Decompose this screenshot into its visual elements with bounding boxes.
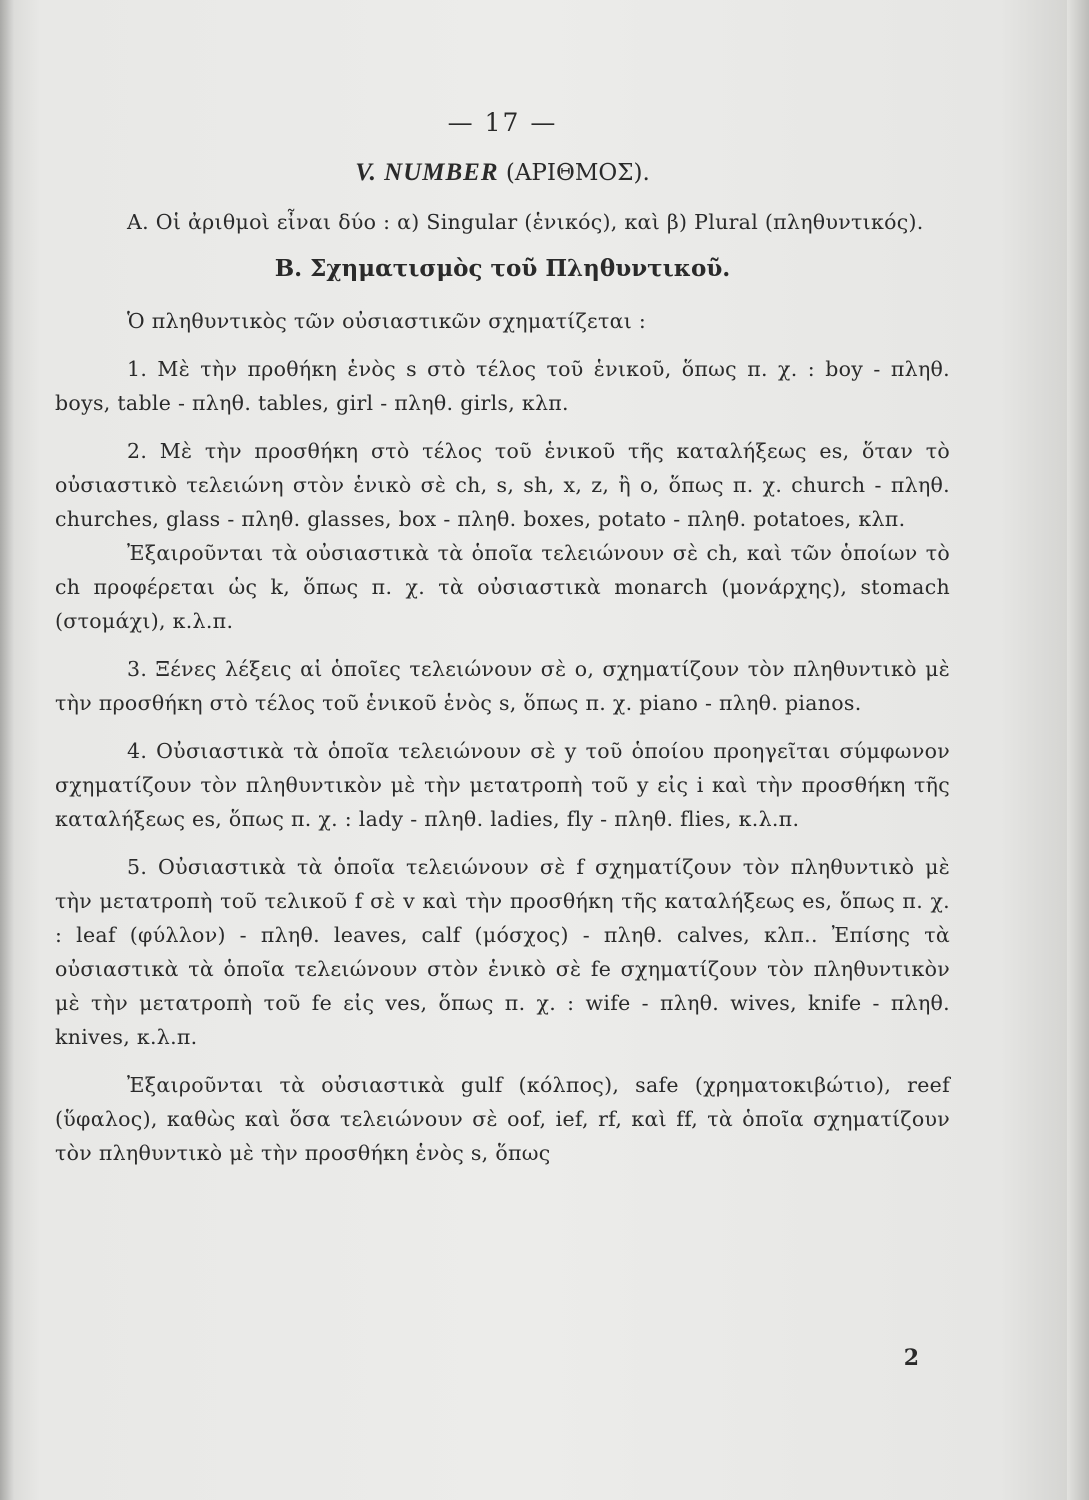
rule-1: 1. Μὲ τὴν προθήκη ἑνὸς s στὸ τέλος τοῦ ἑνικοῦ, ὅπως π. χ. : boy - πληθ. boys, table - πληθ. tables, girl - πληθ. girls, κλπ.	[55, 357, 950, 415]
rule-2: 2. Μὲ τὴν προσθήκη στὸ τέλος τοῦ ἑνικοῦ τῆς καταλήξεως es, ὅταν τὸ οὐσιαστικὸ τελειώνη στὸν ἑνικὸ σὲ ch, s, sh, x, z, ἢ o, ὅπως π. χ. church - πληθ. churches, glass - πληθ. glasses, box - πληθ. boxes, potato - πληθ. potatoes, κλπ.	[55, 439, 950, 531]
paragraph-a: Α. Οἱ ἀριθμοὶ εἶναι δύο : α) Singular (ἑνικός), καὶ β) Plural (πληθυντικός).	[127, 210, 924, 234]
rule-3: 3. Ξένες λέξεις αἱ ὁποῖες τελειώνουν σὲ o, σχηματίζουν τὸν πληθυντικὸ μὲ τὴν προσθήκη στὸ τέλος τοῦ ἑνικοῦ ἑνὸς s, ὅπως π. χ. piano - πληθ. pianos.	[55, 657, 950, 715]
signature-mark: 2	[903, 1345, 919, 1371]
rule-2-exception: Ἐξαιροῦνται τὰ οὐσιαστικὰ τὰ ὁποῖα τελειώνουν σὲ ch, καὶ τῶν ὁποίων τὸ ch προφέρεται ὡς k, ὅπως π. χ. τὰ οὐσιαστικὰ monarch (μονάρχης), stomach (στομάχι), κ.λ.π.	[55, 541, 950, 633]
title-english: V. NUMBER	[355, 159, 499, 186]
page-edge-shadow	[1067, 0, 1089, 1500]
page-content	[55, 108, 950, 1170]
section-subtitle: Β. Σχηματισμὸς τοῦ Πληθυντικοῦ.	[274, 255, 731, 282]
rule-5-exception: Ἐξαιροῦνται τὰ οὐσιαστικὰ gulf (κόλπος), safe (χρηματοκιβώτιο), reef (ὕφαλος), καθὼς καὶ ὅσα τελειώνουν σὲ oof, ief, rf, καὶ ff, τὰ ὁποῖα σχηματίζουν τὸν πληθυντικὸ μὲ τὴν προσθήκη ἑνὸς s, ὅπως	[55, 1073, 950, 1165]
book-spine-shadow	[0, 0, 14, 1500]
rule-5: 5. Οὐσιαστικὰ τὰ ὁποῖα τελειώνουν σὲ f σχηματίζουν τὸν πληθυντικὸ μὲ τὴν μετατροπὴ τοῦ τελικοῦ f σὲ v καὶ τὴν προσθήκη τῆς καταλήξεως es, ὅπως π. χ. : leaf (φύλλον) - πληθ. leaves, calf (μόσχος) - πληθ. calves, κλπ.. Ἐπίσης τὰ οὐσιαστικὰ τὰ ὁποῖα τελειώνουν στὸν ἑνικὸ σὲ fe σχηματίζουν τὸν πληθυντικὸν μὲ τὴν μετατροπὴ τοῦ fe εἰς ves, ὅπως π. χ. : wife - πληθ. wives, knife - πληθ. knives, κ.λ.π.	[55, 855, 950, 1049]
chapter-title	[55, 159, 950, 187]
title-greek: (ΑΡΙΘΜΟΣ).	[505, 160, 650, 186]
rule-4: 4. Οὐσιαστικὰ τὰ ὁποῖα τελειώνουν σὲ y τοῦ ὁποίου προηγεῖται σύμφωνον σχηματίζουν τὸν πληθυντικὸν μὲ τὴν μετατροπὴ τοῦ y εἰς i καὶ τὴν προσθήκη τῆς καταλήξεως es, ὅπως π. χ. : lady - πληθ. ladies, fly - πληθ. flies, κ.λ.π.	[55, 739, 950, 831]
intro-line: Ὁ πληθυντικὸς τῶν οὐσιαστικῶν σχηματίζεται :	[127, 309, 647, 333]
page-number: — 17 —	[447, 108, 558, 137]
